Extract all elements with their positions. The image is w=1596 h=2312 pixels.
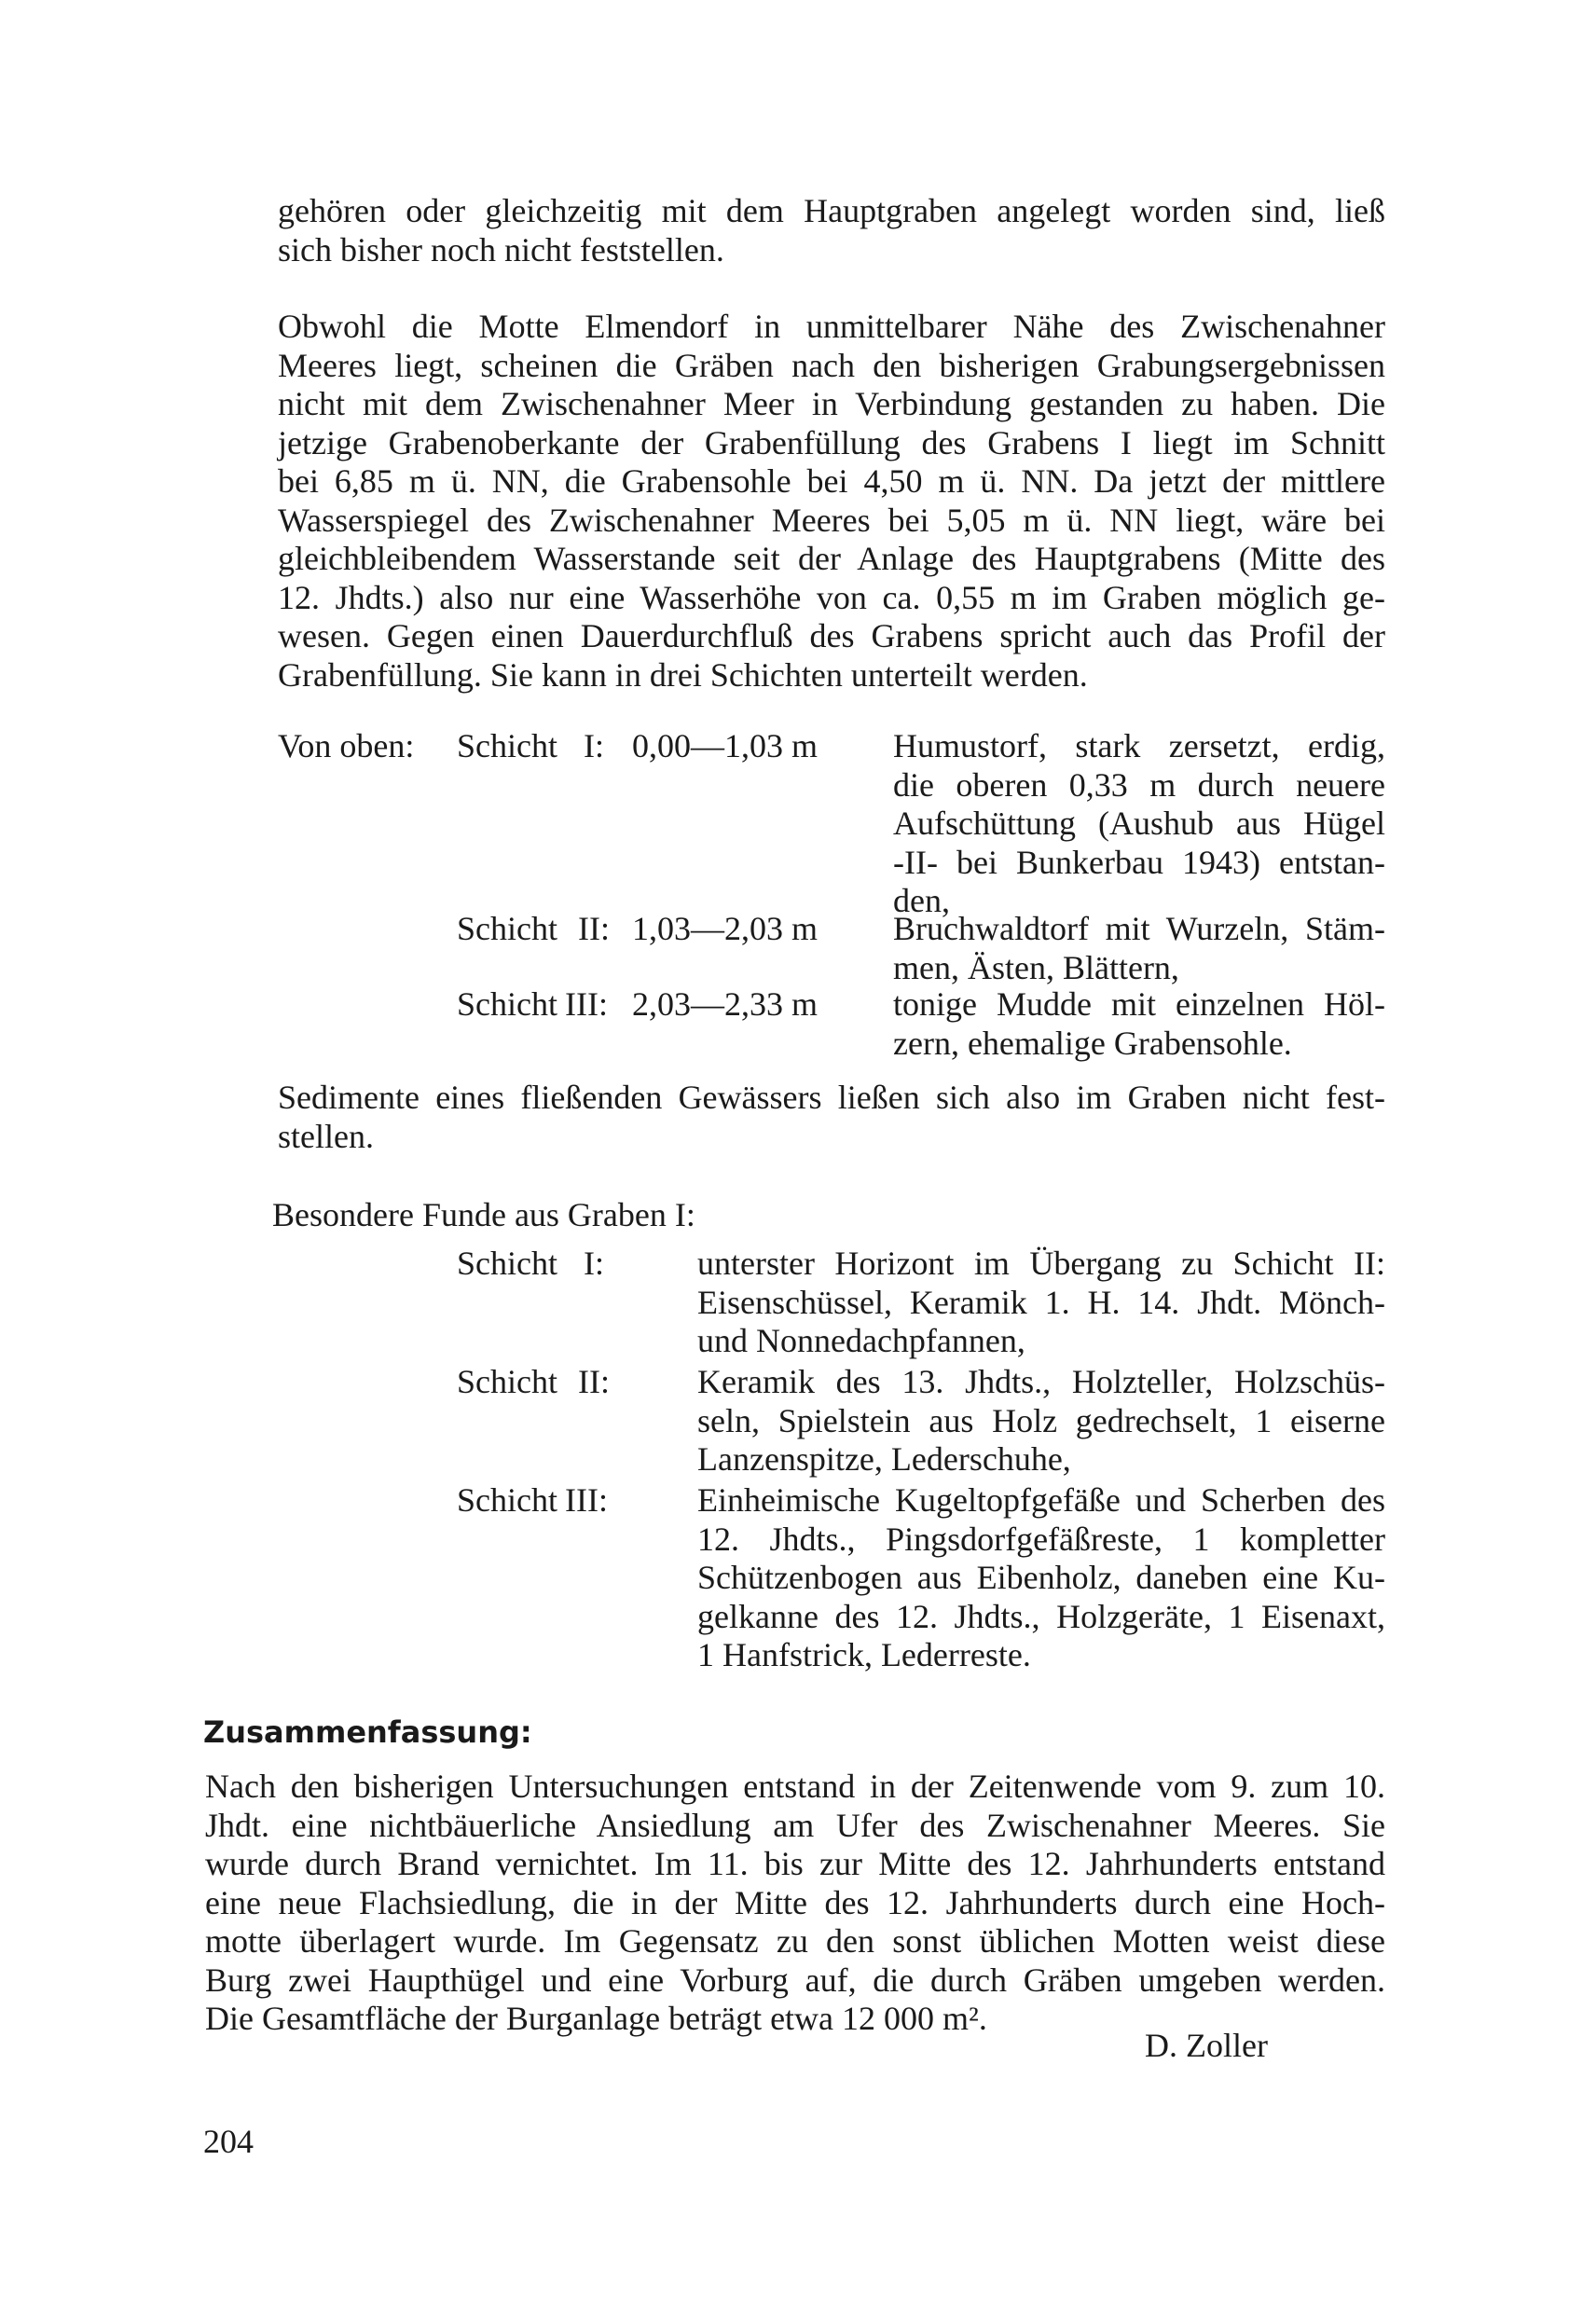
layer-number: III:: [565, 985, 608, 1023]
layer-label: Schicht: [457, 727, 557, 764]
layer-number: I:: [584, 727, 604, 764]
text-line: unterster Horizont im Übergang zu Schicht II:: [697, 1245, 1385, 1282]
text-line: wurde durch Brand vernichtet. Im 11. bis zur Mitte des 12. Jahrhunderts entstand: [205, 1845, 1385, 1882]
text-line: Einheimische Kugeltopfgefäße und Scherben des: [697, 1481, 1385, 1519]
text-line: stellen.: [278, 1117, 374, 1155]
finds-description: [697, 1245, 1385, 1361]
text-line: den,: [893, 882, 950, 919]
text-line: zern, ehemalige Grabensohle.: [893, 1024, 1292, 1062]
finds-description: [697, 1481, 1385, 1675]
finds-layer-number: I:: [584, 1245, 604, 1282]
text-line: die oberen 0,33 m durch neuere: [893, 765, 1385, 804]
text-line: Grabenfüllung. Sie kann in drei Schichten unterteilt werden.: [278, 655, 1088, 694]
text-line: und Nonnedachpfannen,: [697, 1322, 1025, 1359]
finds-layer-label: Schicht: [457, 1363, 557, 1400]
finds-layer-label: Schicht: [457, 1481, 557, 1519]
text-line: Wasserspiegel des Zwischenahner Meeres bei 5,05 m ü. NN liegt, wäre bei: [278, 501, 1385, 539]
text-line: Lanzenspitze, Lederschuhe,: [697, 1440, 1071, 1478]
text-line: Die Gesamtfläche der Burganlage beträgt etwa 12 000 m².: [205, 2000, 987, 2037]
finds-description: [697, 1363, 1385, 1479]
text-line: men, Ästen, Blättern,: [893, 948, 1179, 986]
text-line: sich bisher noch nicht feststellen.: [278, 230, 724, 268]
paragraph-3: [278, 1079, 1385, 1156]
layer-description: [893, 985, 1385, 1063]
finds-layer-number: II:: [578, 1363, 610, 1400]
text-line: Aufschüttung (Aushub aus Hügel: [893, 805, 1385, 842]
text-line: 1 Hanfstrick, Lederreste.: [697, 1636, 1031, 1673]
layer-description: [893, 727, 1385, 921]
text-line: nicht mit dem Zwischenahner Meer in Verbindung gestanden zu haben. Die: [278, 385, 1385, 422]
text-line: 12. Jhdts.) also nur eine Wasserhöhe von ca. 0,55 m im Graben möglich ge-: [278, 578, 1385, 616]
text-line: Humustorf, stark zersetzt, erdig,: [893, 727, 1385, 764]
layer-depth: 1,03—2,03 m: [632, 910, 819, 947]
text-line: motte überlagert wurde. Im Gegensatz zu den sonst üblichen Motten weist diese: [205, 1922, 1385, 1960]
text-line: seln, Spielstein aus Holz gedrechselt, 1 eiserne: [697, 1401, 1385, 1439]
text-line: gelkanne des 12. Jhdts., Holzgeräte, 1 Eisenaxt,: [697, 1597, 1385, 1635]
text-line: jetzige Grabenoberkante der Grabenfüllung des Grabens I liegt im Schnitt: [278, 423, 1385, 461]
text-line: Obwohl die Motte Elmendorf in unmittelbarer Nähe des Zwischenahner: [278, 308, 1385, 345]
text-line: Burg zwei Haupthügel und eine Vorburg auf, die durch Gräben umgeben werden.: [205, 1961, 1385, 1999]
text-line: 12. Jhdts., Pingsdorfgefäßreste, 1 kompletter: [697, 1520, 1385, 1558]
layer-depth: 2,03—2,33 m: [632, 985, 819, 1023]
layer-description: [893, 910, 1385, 987]
text-line: Meeres liegt, scheinen die Gräben nach den bisherigen Grabungsergebnissen: [278, 346, 1385, 384]
text-line: bei 6,85 m ü. NN, die Grabensohle bei 4,50 m ü. NN. Da jetzt der mittlere: [278, 462, 1385, 500]
text-line: tonige Mudde mit einzelnen Höl-: [893, 985, 1385, 1023]
summary-paragraph: [205, 1768, 1385, 2039]
layer-depth: 0,00—1,03 m: [632, 727, 819, 764]
text-line: Eisenschüssel, Keramik 1. H. 14. Jhdt. Mönch-: [697, 1283, 1385, 1321]
finds-layer-label: Schicht: [457, 1245, 557, 1282]
text-line: Nach den bisherigen Untersuchungen entstand in der Zeitenwende vom 9. zum 10.: [205, 1768, 1385, 1805]
text-line: Jhdt. eine nichtbäuerliche Ansiedlung am Ufer des Zwischenahner Meeres. Sie: [205, 1806, 1385, 1844]
layer-label: Schicht: [457, 985, 557, 1023]
text-line: Bruchwaldtorf mit Wurzeln, Stäm-: [893, 910, 1385, 947]
layer-number: II:: [578, 910, 610, 947]
finds-layer-number: III:: [565, 1481, 608, 1519]
layer-label: Schicht: [457, 910, 557, 947]
text-line: Schützenbogen aus Eibenholz, daneben eine Ku-: [697, 1559, 1385, 1596]
finds-intro: Besondere Funde aus Graben I:: [272, 1196, 695, 1233]
text-line: gleichbleibendem Wasserstande seit der Anlage des Hauptgrabens (Mitte des: [278, 540, 1385, 577]
layer-intro: Von oben:: [278, 727, 415, 764]
text-line: gehören oder gleichzeitig mit dem Hauptgraben angelegt worden sind, ließ: [278, 192, 1385, 229]
author-signature: D. Zoller: [1145, 2027, 1268, 2064]
text-line: eine neue Flachsiedlung, die in der Mitte des 12. Jahrhunderts durch eine Hoch-: [205, 1883, 1385, 1921]
summary-heading: Zusammenfassung:: [203, 1714, 532, 1750]
paragraph-2: [278, 308, 1385, 695]
page-number: 204: [203, 2123, 254, 2160]
text-line: wesen. Gegen einen Dauerdurchfluß des Grabens spricht auch das Profil der: [278, 617, 1385, 654]
text-line: Keramik des 13. Jhdts., Holzteller, Holzschüs-: [697, 1363, 1385, 1400]
paragraph-1: [278, 192, 1385, 269]
text-line: -II- bei Bunkerbau 1943) entstan-: [893, 843, 1385, 881]
text-line: Sedimente eines fließenden Gewässers ließen sich also im Graben nicht fest-: [278, 1079, 1385, 1116]
